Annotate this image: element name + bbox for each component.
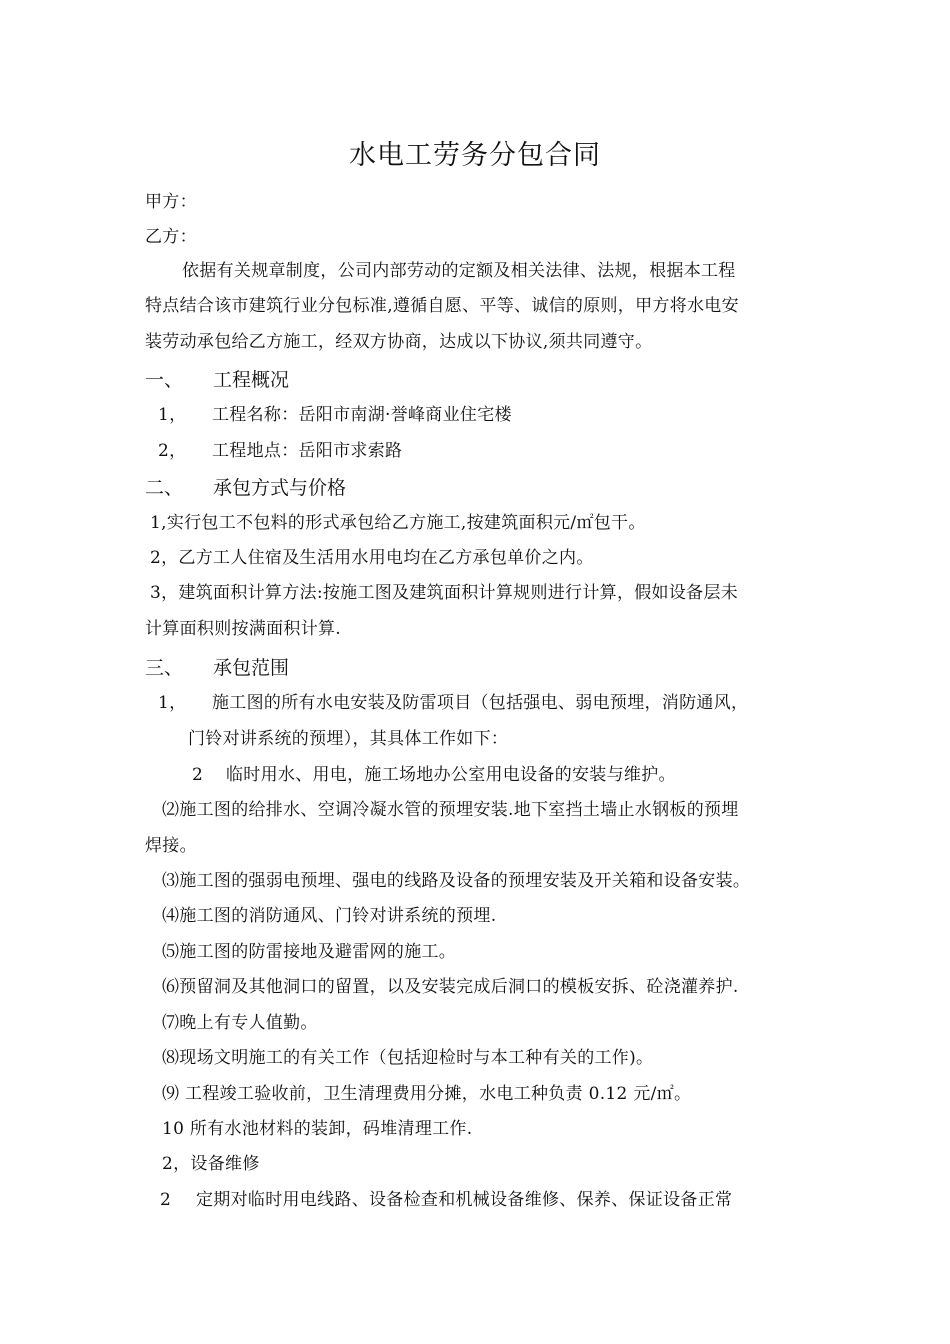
party-b-label: 乙方： bbox=[145, 227, 197, 247]
section-3-item-1-number: 1， bbox=[158, 693, 187, 713]
section-1-item-2: 工程地点：岳阳市求索路 bbox=[212, 441, 403, 461]
intro-line-1: 依据有关规章制度，公司内部劳动的定额及相关法律、法规，根据本工程 bbox=[182, 261, 736, 281]
intro-line-2: 特点结合该市建筑行业分包标准,遵循自愿、平等、诚信的原则，甲方将水电安 bbox=[145, 296, 739, 316]
sub-item-9: ⑼ 工程竣工验收前，卫生清理费用分摊，水电工种负责 0.12 元/㎡。 bbox=[162, 1084, 692, 1104]
sub-item-3: ⑶施工图的强弱电预埋、强电的线路及设备的预埋安装及开关箱和设备安装。 bbox=[162, 871, 751, 891]
sub-item-1: 临时用水、用电，施工场地办公室用电设备的安装与维护。 bbox=[226, 765, 676, 785]
section-3-heading bbox=[145, 655, 289, 681]
section-2-para-1: 1,实行包工不包料的形式承包给乙方施工,按建筑面积元/㎡包干。 bbox=[150, 513, 646, 533]
section-3-title: 承包范围 bbox=[213, 657, 290, 679]
section-3-item-1-line-1: 施工图的所有水电安装及防雷项目（包括强电、弱电预埋，消防通风， bbox=[212, 693, 749, 713]
section-2-para-3-line-2: 计算面积则按满面积计算. bbox=[145, 619, 342, 639]
section-1-title: 工程概况 bbox=[213, 369, 290, 391]
section-2-para-2: 2，乙方工人住宿及生活用水用电均在乙方承包单价之内。 bbox=[150, 548, 594, 568]
section-2-title: 承包方式与价格 bbox=[213, 477, 347, 499]
sub-item-2-line-2: 焊接。 bbox=[145, 836, 197, 856]
party-a-label: 甲方： bbox=[145, 192, 197, 212]
sub-item-10: 10 所有水池材料的装卸，码堆清理工作. bbox=[162, 1119, 473, 1139]
section-2-para-3-line-1: 3，建筑面积计算方法:按施工图及建筑面积计算规则进行计算，假如设备层未 bbox=[150, 583, 739, 603]
section-3-item-2: 2，设备维修 bbox=[162, 1154, 260, 1174]
section-1-number: 一、 bbox=[145, 369, 184, 391]
sub-item-1-number: 2 bbox=[192, 765, 204, 785]
intro-line-3: 装劳动承包给乙方施工，经双方协商，达成以下协议,须共同遵守。 bbox=[145, 332, 653, 352]
sub-item-7: ⑺晚上有专人值勤。 bbox=[162, 1013, 318, 1033]
section-1-item-1: 工程名称：岳阳市南湖·誉峰商业住宅楼 bbox=[212, 405, 512, 425]
maintenance-item-1: 定期对临时用电线路、设备检查和机械设备维修、保养、保证设备正常 bbox=[196, 1190, 733, 1210]
document-title: 水电工劳务分包合同 bbox=[349, 140, 601, 171]
section-3-number: 三、 bbox=[145, 657, 184, 679]
section-1-item-1-number: 1， bbox=[158, 405, 187, 425]
section-3-item-1-line-2: 门铃对讲系统的预埋），其具体工作如下： bbox=[188, 729, 509, 749]
section-1-item-2-number: 2， bbox=[158, 441, 187, 461]
sub-item-8: ⑻现场文明施工的有关工作（包括迎检时与本工种有关的工作)。 bbox=[162, 1048, 654, 1068]
section-2-heading bbox=[145, 475, 346, 501]
sub-item-5: ⑸施工图的防雷接地及避雷网的施工。 bbox=[162, 942, 457, 962]
section-1-heading bbox=[145, 367, 289, 393]
sub-item-4: ⑷施工图的消防通风、门铃对讲系统的预埋. bbox=[162, 906, 497, 926]
section-2-number: 二、 bbox=[145, 477, 184, 499]
sub-item-2-line-1: ⑵施工图的给排水、空调冷凝水管的预埋安装.地下室挡土墙止水钢板的预埋 bbox=[162, 800, 739, 820]
maintenance-item-1-number: 2 bbox=[160, 1190, 172, 1210]
sub-item-6: ⑹预留洞及其他洞口的留置，以及安装完成后洞口的模板安拆、砼浇灌养护. bbox=[162, 977, 739, 997]
